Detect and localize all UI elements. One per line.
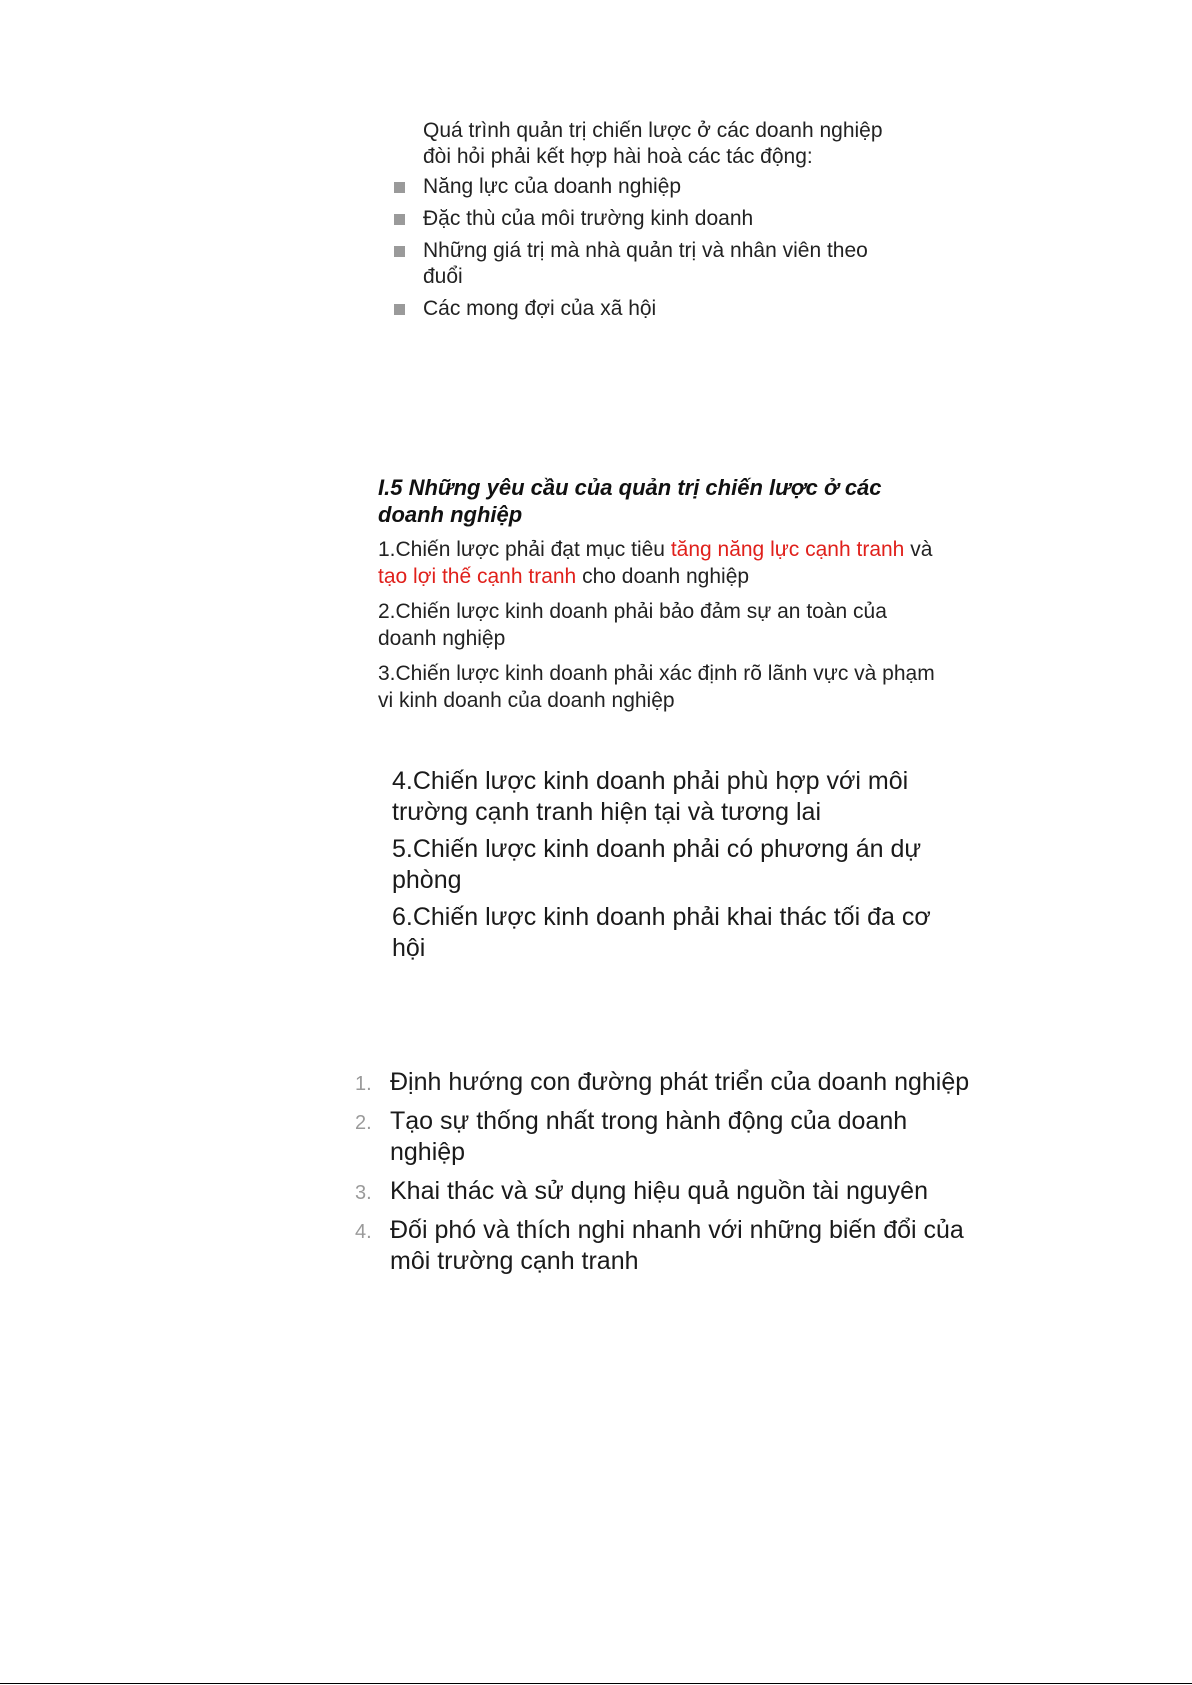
requirement-3: 3.Chiến lược kinh doanh phải xác định rõ lãnh vực và phạm vi kinh doanh của doanh nghiệp — [378, 662, 935, 712]
list-item-text: Đặc thù của môi trường kinh doanh — [423, 207, 754, 230]
harmony-factors-section — [423, 118, 883, 328]
section-heading: I.5 Những yêu cầu của quản trị chiến lược ở các doanh nghiệp — [378, 475, 882, 527]
list-item — [423, 174, 883, 200]
requirements-section — [378, 474, 948, 722]
highlighted-text: tăng năng lực cạnh tranh — [670, 538, 905, 561]
item-text: Tạo sự thống nhất trong hành động của doanh nghiệp — [390, 1107, 908, 1166]
square-bullet-icon — [394, 246, 405, 257]
item-number: 1. — [355, 1073, 372, 1095]
list-item — [423, 206, 883, 232]
numbered-item — [355, 1176, 975, 1207]
numbered-item — [355, 1215, 975, 1277]
requirement-2: 2.Chiến lược kinh doanh phải bảo đảm sự an toàn của doanh nghiệp — [378, 600, 887, 650]
item-number: 2. — [355, 1112, 372, 1134]
roles-numbered-list — [355, 1067, 975, 1285]
requirement-item: 4.Chiến lược kinh doanh phải phù hợp với môi trường cạnh tranh hiện tại và tương lai — [392, 767, 909, 826]
highlighted-text: tạo lợi thế cạnh tranh — [378, 565, 577, 588]
square-bullet-icon — [394, 214, 405, 225]
requirement-text: và — [904, 538, 933, 561]
numbered-item — [355, 1067, 975, 1098]
square-bullet-icon — [394, 304, 405, 315]
item-text: Khai thác và sử dụng hiệu quả nguồn tài nguyên — [390, 1177, 928, 1205]
requirement-item: 5.Chiến lược kinh doanh phải có phương án dự phòng — [392, 835, 922, 894]
numbered-item — [355, 1106, 975, 1168]
list-item-text: Các mong đợi của xã hội — [423, 297, 657, 320]
square-bullet-icon — [394, 182, 405, 193]
bullet-list — [423, 174, 883, 322]
requirement-text: cho doanh nghiệp — [576, 565, 750, 588]
item-number: 3. — [355, 1182, 372, 1204]
requirement-item: 6.Chiến lược kinh doanh phải khai thác tối đa cơ hội — [392, 903, 931, 962]
list-item-text: Năng lực của doanh nghiệp — [423, 175, 682, 198]
intro-paragraph: Quá trình quản trị chiến lược ở các doanh nghiệp đòi hỏi phải kết hợp hài hoà các tác động: — [423, 119, 883, 168]
requirement-1 — [378, 536, 948, 590]
page-bottom-rule — [0, 1683, 1192, 1684]
list-item-text: Những giá trị mà nhà quản trị và nhân viên theo đuổi — [423, 239, 868, 288]
requirement-text: 1.Chiến lược phải đạt mục tiêu — [378, 538, 671, 561]
item-text: Định hướng con đường phát triển của doanh nghiệp — [390, 1068, 970, 1096]
list-item — [423, 296, 883, 322]
item-text: Đối phó và thích nghi nhanh với những biến đổi của môi trường cạnh tranh — [390, 1216, 964, 1275]
list-item — [423, 238, 883, 290]
requirements-continued-section — [392, 766, 952, 970]
item-number: 4. — [355, 1221, 372, 1243]
